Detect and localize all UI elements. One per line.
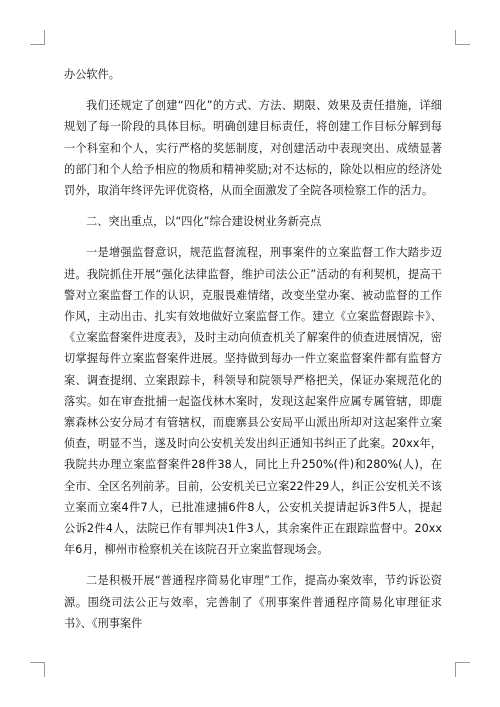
- document-body: [64, 64, 442, 664]
- crop-mark-top-right: [455, 30, 470, 45]
- crop-mark-bottom-left: [30, 662, 45, 677]
- paragraph-3: 一是增强监督意识，规范监督流程，刑事案件的立案监督工作大踏步迈进。我院抓住开展“强化法律监督，维护司法公正”活动的有利契机，提高干警对立案监督工作的认识，克服畏难情绪，改变坐堂办案、被动监督的工作作风，主动出击、扎实有效地做好立案监督工作。建立《立案监督跟踪卡》、《立案监督案件进度表》，及时主动向侦查机关了解案件的侦查进展情况，密切掌握每件立案监督案件进展。坚持做到每办一件立案监督案件都有监督方案、调查提纲、立案跟踪卡，科领导和院领导严格把关，保证办案规范化的落实。如在审查批捕一起盗伐林木案时，发现这起案件应属专属管辖，即鹿寨森林公安分局才有管辖权，而鹿寨县公安局平山派出所却对这起案件立案侦查，明显不当，遂及时向公安机关发出纠正通知书纠正了此案。20xx年，我院共办理立案监督案件28件38人，同比上升250%(件)和280%(人)，在全市、全区名列前茅。目前，公安机关已立案22件29人，纠正公安机关不该立案而立案4件7人，已批准逮捕6件8人，公安机关提请起诉3件5人，提起公诉2件4人，法院已作有罪判决1件3人，其余案件正在跟踪监督中。20xx年6月，柳州市检察机关在该院召开立案监督现场会。: [64, 246, 442, 557]
- paragraph-2: 我们还规定了创建“四化”的方式、方法、期限、效果及责任措施，详细规划了每一阶段的具体目标。明确创建目标责任，将创建工作目标分解到每一个科室和个人，实行严格的奖惩制度，对创建活动中表现突出、成绩显著的部门和个人给予相应的物质和精神奖励;对不达标的，除处以相应的经济处罚外，取消年终评先评优资格，从而全面激发了全院各项检察工作的活力。: [64, 99, 442, 198]
- crop-mark-bottom-right: [455, 662, 470, 677]
- paragraph-1: 办公软件。: [64, 68, 120, 81]
- crop-mark-top-left: [30, 30, 45, 45]
- paragraph-4: 二是积极开展“普通程序简易化审理”工作，提高办案效率，节约诉讼资源。围绕司法公正与效率，完善制了《刑事案件普通程序简易化审理征求书》、《刑事案件: [64, 574, 442, 630]
- section-heading: 二、突出重点，以“四化”综合建设树业务新亮点: [86, 215, 322, 229]
